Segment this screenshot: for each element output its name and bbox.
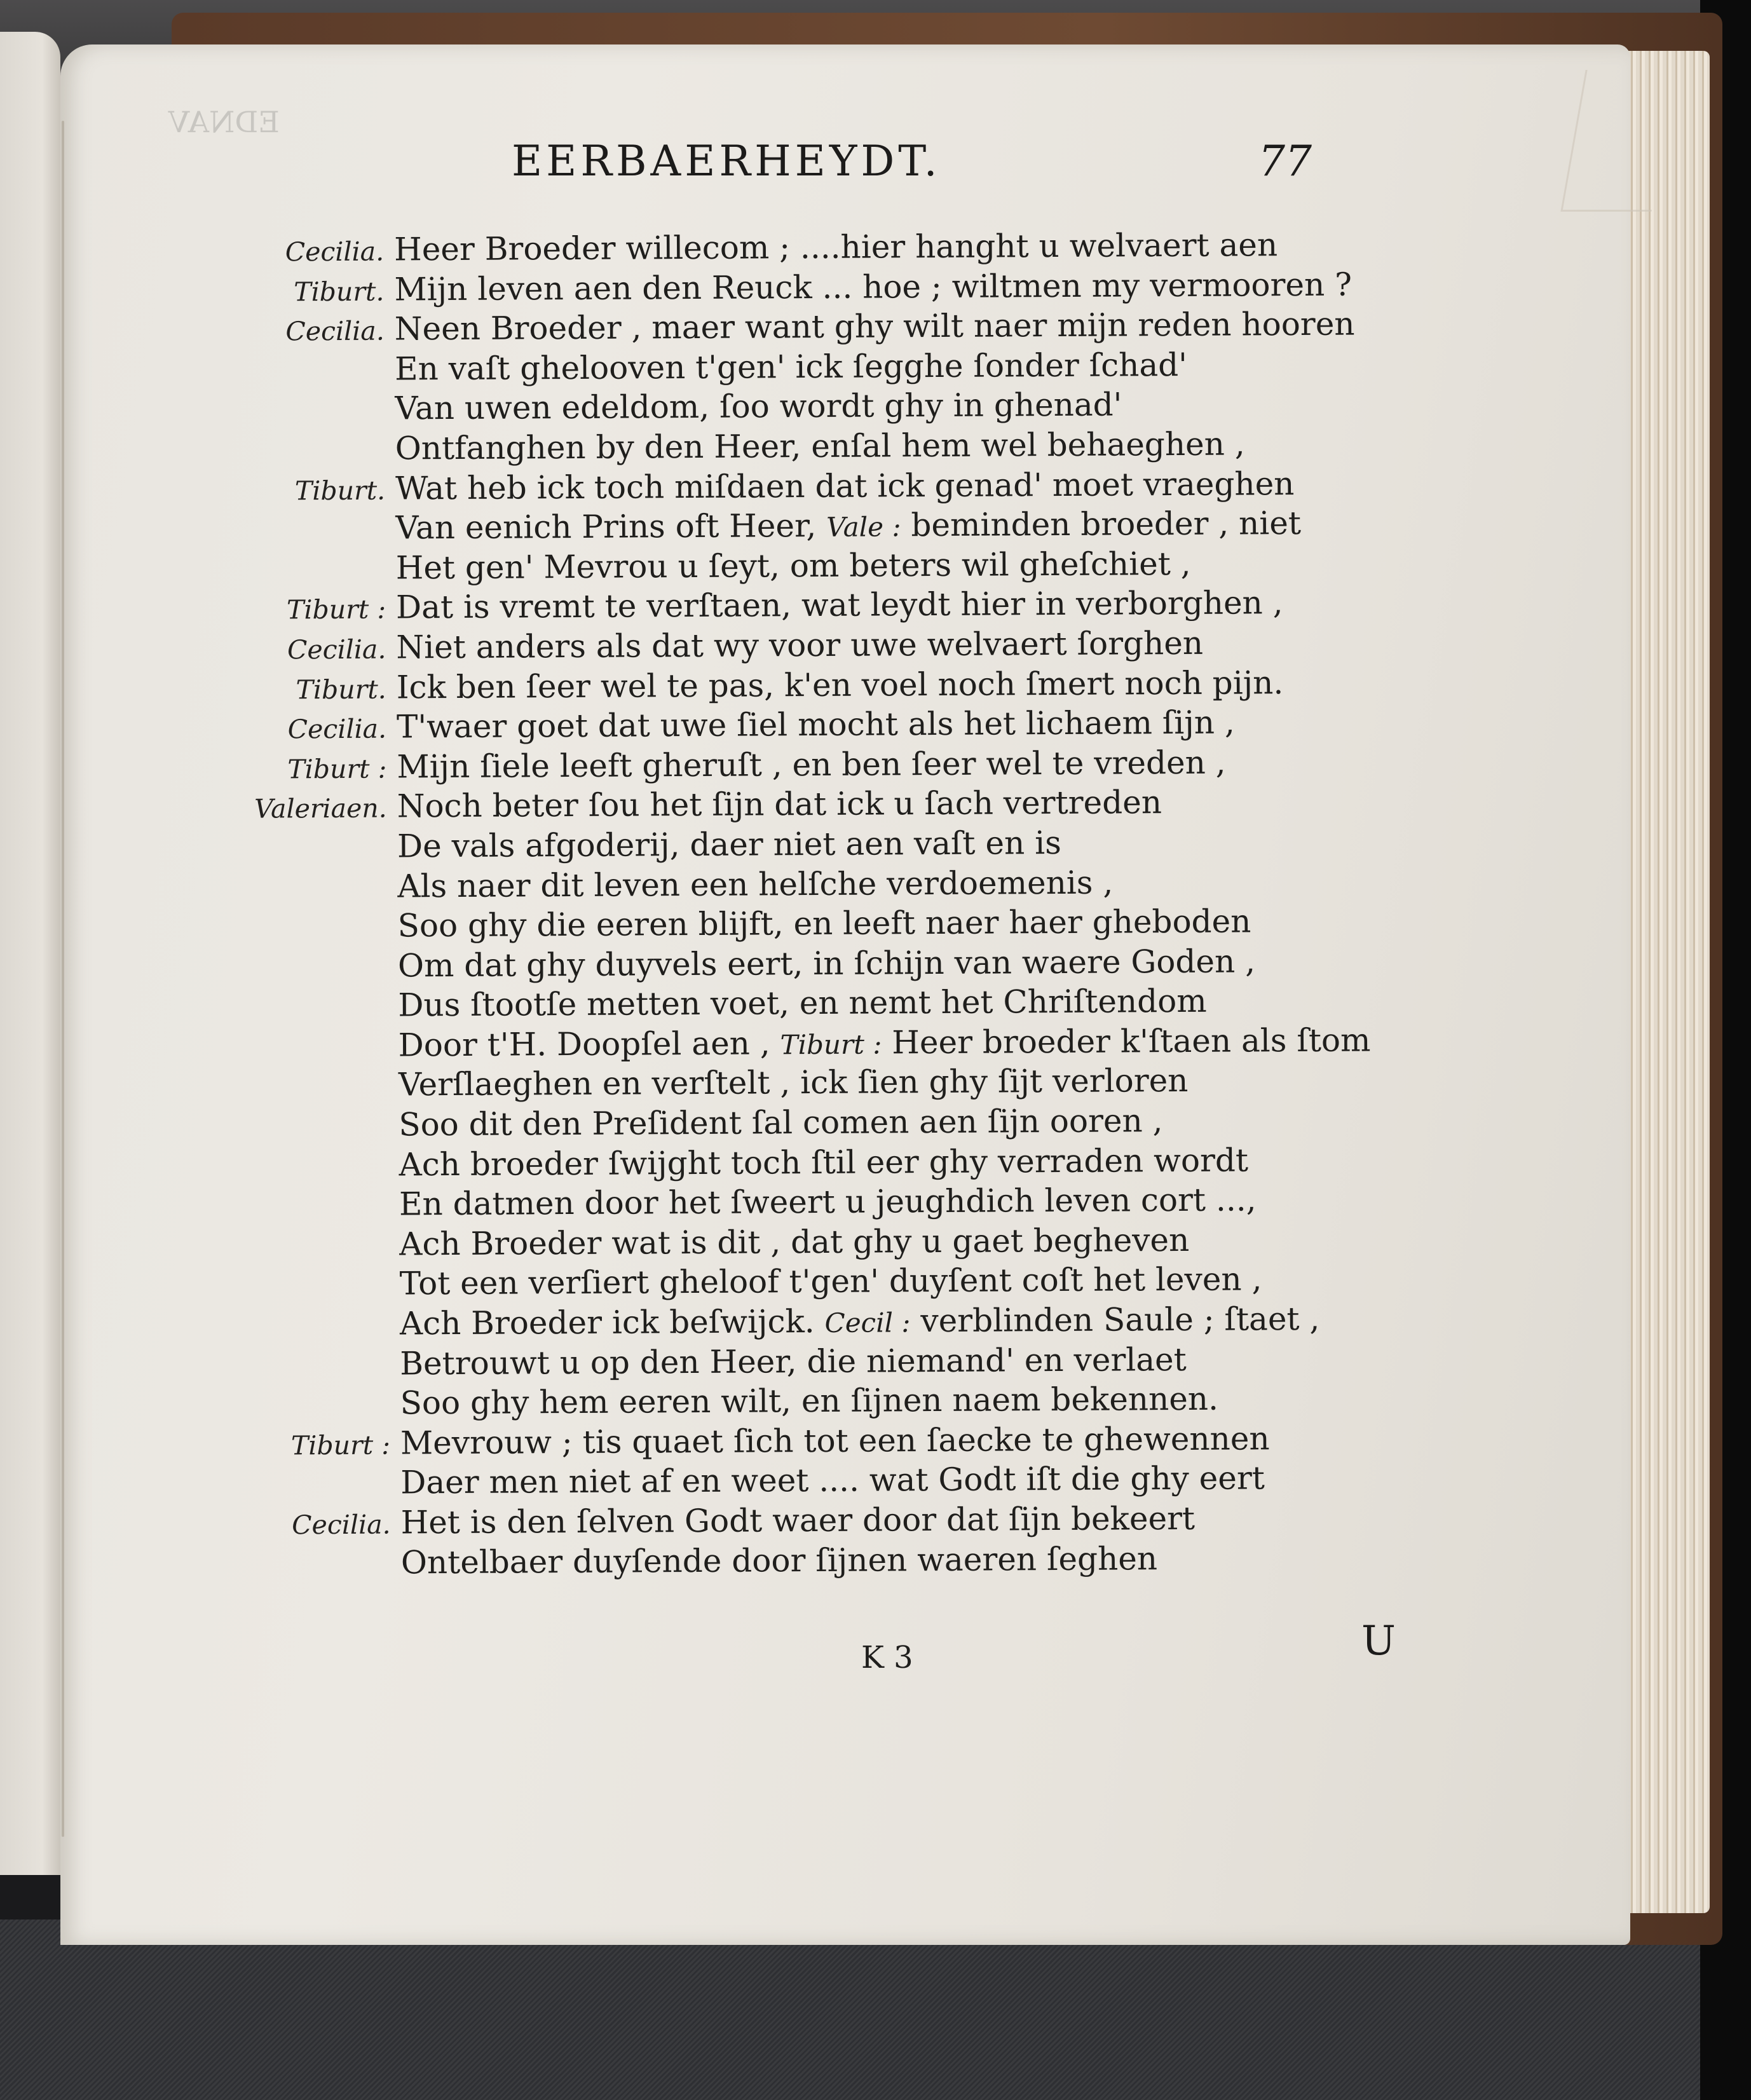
verse-line (215, 1300, 1423, 1346)
speaker-name (212, 578, 396, 580)
verse-line (211, 425, 1419, 471)
verse-line (214, 902, 1421, 948)
inline-speaker-name: Tiburt : (780, 1028, 882, 1061)
verse-text: Daer men niet af en weet .... wat Godt iſt die ghy eert (400, 1459, 1265, 1501)
speaker-name (214, 1016, 398, 1018)
speaker-name (216, 1414, 400, 1415)
verse-line (210, 385, 1418, 431)
speaker-name (214, 1096, 399, 1097)
signature-mark: K 3 (861, 1640, 913, 1675)
show-through-ghost: EDNAV (168, 105, 280, 139)
verse-line (213, 862, 1421, 909)
speaker-name (211, 419, 395, 421)
verse-line (213, 822, 1421, 869)
verse-text: Als naer dit leven een helſche verdoemenis , (397, 864, 1114, 904)
speaker-name (213, 897, 397, 898)
verse-text: Soo ghy die eeren blijft, en leeft naer haer gheboden (397, 903, 1251, 944)
verse-text: Mevrouw ; tis quaet ſich tot een ſaecke te ghewennen (400, 1420, 1270, 1462)
speaker-name (215, 1175, 399, 1176)
verse-line (216, 1459, 1424, 1505)
verse-line (215, 1340, 1423, 1386)
speaker-name (215, 1295, 400, 1296)
speaker-name (210, 379, 395, 381)
verse-text: Soo dit den Preſident ſal comen aen ſijn ooren , (399, 1102, 1163, 1143)
verse-line (214, 942, 1421, 988)
speaker-name (213, 857, 397, 858)
speaker-name (211, 459, 395, 460)
verse-line (212, 743, 1420, 789)
verse-text-part: verblinden Saule ; ſtaet , (910, 1300, 1320, 1340)
speaker-name (212, 539, 396, 540)
speaker-name: Cecilia. (287, 713, 387, 745)
verse-text: Niet anders als dat wy voor uwe welvaert ſorghen (396, 624, 1204, 666)
verse-line (212, 583, 1419, 630)
speaker-name: Tiburt. (294, 475, 386, 506)
verse-text: Neen Broeder , maer want ghy wilt naer mijn reden hooren (394, 305, 1355, 348)
speaker-name (214, 1056, 399, 1057)
inline-speaker-name: Cecil : (824, 1307, 911, 1339)
verse-line (216, 1379, 1424, 1426)
verse-text: Om dat ghy duyvels eert, in ſchijn van waere Goden , (397, 943, 1256, 985)
speaker-name: Cecilia. (287, 634, 386, 665)
verse-line (212, 664, 1420, 710)
verse-line (217, 1539, 1424, 1585)
verse-text: En vaſt ghelooven t'gen' ick ſegghe ſonder ſchad' (394, 346, 1188, 388)
speaker-name (214, 937, 398, 938)
verse-text: Dat is vremt te verſtaen, wat leydt hier in verborghen , (395, 584, 1283, 626)
verse-text: Heer Broeder willecom ; ....hier hanght u welvaert aen (393, 226, 1278, 268)
verse-text: Ontfanghen by den Heer, enſal hem wel behaeghen , (395, 425, 1245, 467)
verse-text-part: Door t'H. Doopſel aen , (398, 1025, 780, 1064)
verse-text: Soo ghy hem eeren wilt, en ſijnen naem bekennen. (400, 1380, 1219, 1422)
verse-text: Het gen' Mevrou u ſeyt, om beters wil gheſchiet , (395, 545, 1191, 587)
verse-line (214, 981, 1421, 1028)
speaker-name (214, 1136, 399, 1137)
left-page-edge (0, 32, 60, 1875)
speaker-name (215, 1255, 399, 1256)
verse-text-part: Ach Broeder ick beſwijck. (399, 1302, 825, 1342)
verse-text: Van uwen edeldom, ſoo wordt ghy in ghenad' (395, 386, 1122, 427)
page-number: 77 (1258, 137, 1312, 186)
verse-text: De vals afgoderij, daer niet aen vaſt en is (397, 824, 1061, 865)
verse-line (210, 226, 1417, 272)
verse-text: Ach Broeder wat is dit , dat ghy u gaet begheven (399, 1221, 1190, 1263)
verse-text: Ach broeder ſwijght toch ſtil eer ghy verraden wordt (399, 1142, 1249, 1183)
speaker-name (215, 1215, 399, 1217)
inline-speaker-name: Vale : (826, 511, 901, 543)
verse-line (213, 782, 1421, 829)
speaker-name: Cecilia. (285, 315, 385, 347)
verse-text: Mijn leven aen den Reuck ... hoe ; wiltmen my vermooren ? (394, 266, 1352, 308)
verse-text (399, 1021, 1422, 1063)
verse-line (215, 1220, 1422, 1267)
speaker-name (215, 1334, 400, 1335)
verse-line (210, 305, 1418, 351)
verse-text: Wat heb ick toch miſdaen dat ick genad' moet vraeghen (395, 465, 1295, 507)
speaker-name: Cecilia. (285, 236, 385, 268)
speaker-name (216, 1494, 400, 1495)
background-cloth (0, 1919, 1751, 2100)
speaker-name: Tiburt. (296, 674, 386, 705)
verse-line (212, 544, 1419, 590)
verse-text: Mijn ſiele leeft gheruſt , en ben ſeer wel te vreden , (397, 744, 1226, 786)
verse-line (211, 504, 1419, 550)
speaker-name (217, 1573, 401, 1574)
verse-text-block (210, 226, 1424, 1585)
verse-line (214, 1061, 1422, 1108)
verse-text: T'waer goet dat uwe ſiel mocht als het lichaem ſijn , (396, 704, 1235, 746)
verse-text: Noch beter ſou het ſijn dat ick u ſach vertreden (397, 784, 1162, 825)
speaker-name: Tiburt : (286, 594, 386, 625)
speaker-name (214, 976, 398, 978)
verse-text-part: Van eenich Prins oft Heer, (395, 507, 827, 547)
verse-text-part: Heer broeder k'ſtaen als ſtom (882, 1021, 1371, 1061)
verse-line (211, 465, 1419, 511)
page-edges-stack (1627, 51, 1710, 1913)
speaker-name: Cecilia. (292, 1509, 391, 1541)
verse-line (210, 345, 1418, 392)
verse-line (210, 266, 1417, 312)
running-head: EERBAERHEYDT. (512, 137, 941, 186)
verse-line (212, 703, 1420, 749)
speaker-name: Tiburt. (294, 276, 385, 307)
verse-text: Het is den ſelven Godt waer door dat ſijn bekeert (400, 1499, 1196, 1541)
verse-text-part: beminden broeder , niet (901, 505, 1302, 544)
verse-text: Verſlaeghen en verſtelt , ick ſien ghy ſijt verloren (398, 1062, 1189, 1103)
verse-text: Dus ſtootſe metten voet, en nemt het Chriſtendom (398, 983, 1207, 1024)
verse-text: Ontelbaer duyſende door ſijnen waeren ſeghen (400, 1539, 1158, 1581)
speaker-name: Valeriaen. (254, 793, 387, 824)
verse-text: Ick ben ſeer wel te pas, k'en voel noch ſmert noch pijn. (396, 664, 1284, 706)
speaker-name: Tiburt : (290, 1429, 391, 1461)
verse-text: Betrouwt u op den Heer, die niemand' en verlaet (400, 1340, 1187, 1382)
verse-text (395, 504, 1419, 546)
verse-line (214, 1101, 1422, 1147)
verse-line (214, 1021, 1422, 1068)
verse-line (212, 624, 1419, 670)
verse-text: En datmen door het ſweert u jeughdich leven cort ..., (399, 1181, 1257, 1223)
gutter (62, 121, 64, 1837)
verse-line (216, 1499, 1424, 1545)
catchword: U (1361, 1618, 1396, 1665)
verse-text (400, 1300, 1423, 1342)
speaker-name (215, 1374, 400, 1375)
verse-line (216, 1419, 1424, 1466)
verse-line (215, 1260, 1423, 1306)
speaker-name: Tiburt : (287, 753, 387, 785)
verse-text: Tot een verſiert gheloof t'gen' duyſent coſt het leven , (399, 1260, 1262, 1302)
verse-line (215, 1141, 1422, 1187)
verse-line (215, 1180, 1422, 1227)
